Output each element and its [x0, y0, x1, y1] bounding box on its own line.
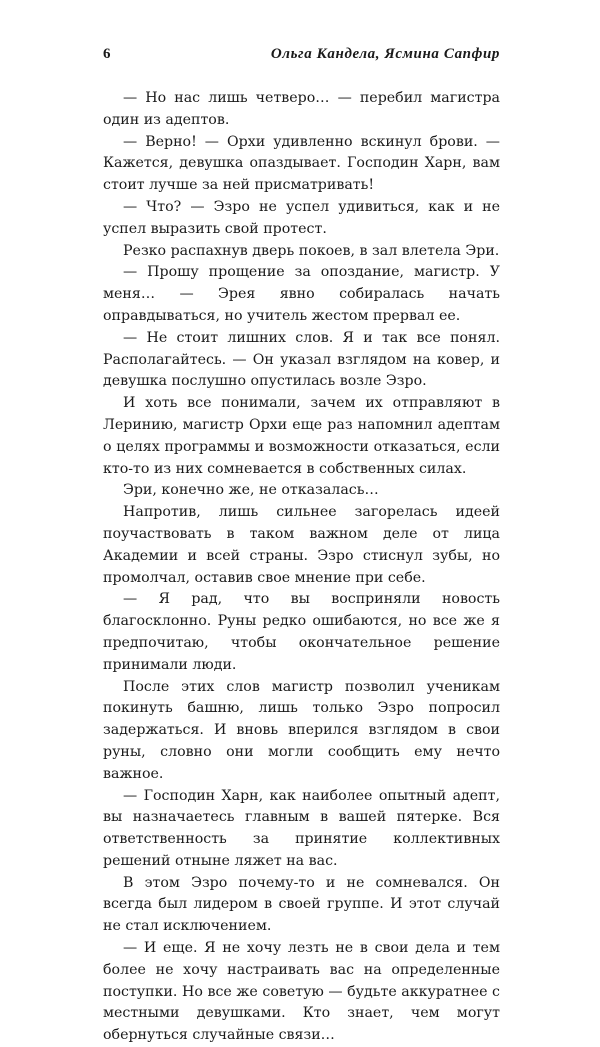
paragraph: Напротив, лишь сильнее загорелась идеей поучаствовать в таком важном деле от лица Академии и всей страны. Эзро стиснул зубы, но промолчал, оставив свое мнение при себе. [103, 504, 500, 586]
paragraph: — Но нас лишь четверо… — перебил магистра один из адептов. [103, 90, 500, 128]
paragraph: Резко распахнув дверь покоев, в зал влетела Эри. [123, 242, 500, 259]
body-text [103, 88, 500, 1047]
paragraph: И хоть все понимали, зачем их отправляют в Леринию, магистр Орхи еще раз напомнил адептам о целях программы и возможности отказаться, если кто-то из них сомневается в собственных силах. [103, 395, 500, 477]
paragraph: — Верно! — Орхи удивленно вскинул брови. — Кажется, девушка опаздывает. Господин Харн, вам стоит лучше за ней присматривать! [103, 133, 500, 194]
paragraph: В этом Эзро почему-то и не сомневался. Он всегда был лидером в своей группе. И этот случай не стал исключением. [103, 874, 500, 935]
running-head-authors: Ольга Кандела, Ясмина Сапфир [270, 46, 500, 62]
paragraph: — Прошу прощение за опоздание, магистр. У меня… — Эрея явно собиралась начать оправдываться, но учитель жестом прервал ее. [103, 264, 500, 324]
paragraph: Эри, конечно же, не отказалась… [123, 482, 379, 499]
paragraph: — И еще. Я не хочу лезть не в свои дела и тем более не хочу настраивать вас на определенные поступки. Но все же советую — будьте аккуратнее с местными девушками. Кто знает, чем могут обернуться случайные связи… [103, 940, 500, 1044]
paragraph: — Что? — Эзро не успел удивиться, как и не успел выразить свой протест. [103, 198, 500, 237]
paragraph: — Я рад, что вы восприняли новость благосклонно. Руны редко ошибаются, но все же я предпочитаю, чтобы окончательное решение принимали люди. [103, 591, 500, 673]
paragraph: — Господин Харн, как наиболее опытный адепт, вы назначаетесь главным в вашей пятерке. Вся ответственность за принятие коллективных решений отныне ляжет на вас. [103, 787, 500, 869]
paragraph: — Не стоит лишних слов. Я и так все понял. Располагайтесь. — Он указал взглядом на ковер, и девушка послушно опустилась возле Эзро. [103, 329, 500, 390]
page-number: 6 [103, 46, 111, 62]
page-header [103, 46, 500, 68]
paragraph: После этих слов магистр позволил ученикам покинуть башню, лишь только Эзро попросил задержаться. И вновь вперился взглядом в свои руны, словно они могли сообщить ему нечто важное. [103, 678, 500, 782]
